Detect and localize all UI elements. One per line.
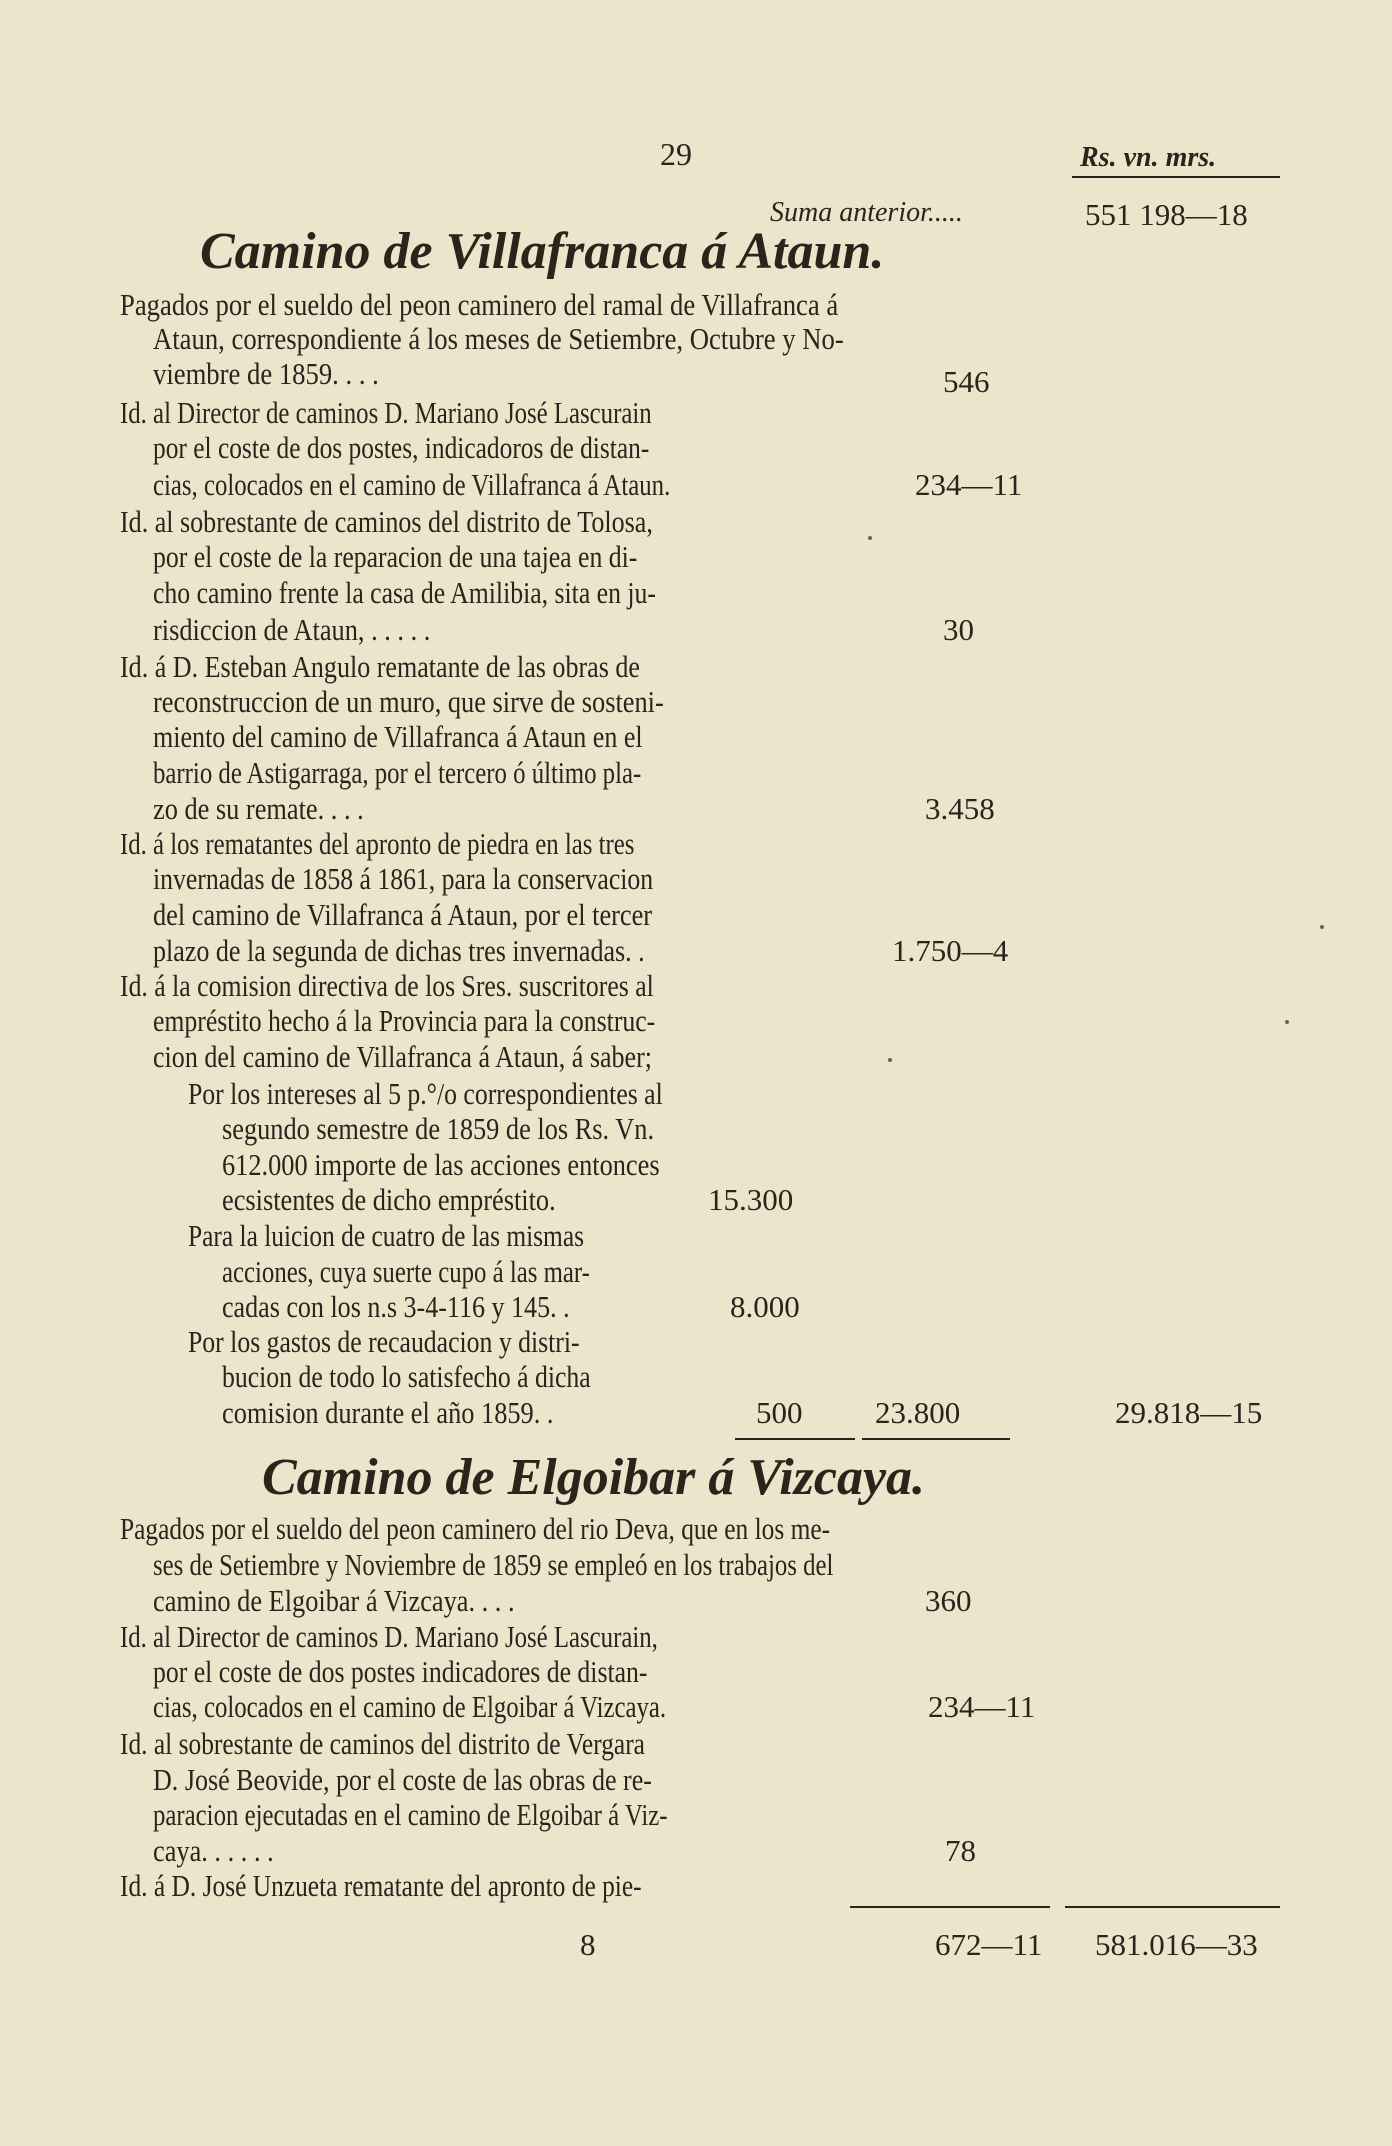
text-line: cadas con los n.s 3-4-116 y 145. . — [222, 1289, 570, 1324]
text-line: Id. á los rematantes del apronto de piedra en las tres — [120, 826, 635, 861]
amount: 1.750—4 — [892, 933, 1009, 968]
text-line: 612.000 importe de las acciones entonces — [222, 1147, 660, 1182]
text-line: miento del camino de Villafranca á Ataun en el — [153, 719, 643, 754]
amount: 234—11 — [928, 1689, 1036, 1724]
text-line: por el coste de dos postes indicadores de distan- — [153, 1654, 648, 1689]
text-line: reconstruccion de un muro, que sirve de sosteni- — [153, 684, 664, 719]
footer-rule-middle — [850, 1906, 1050, 1908]
text-line: paracion ejecutadas en el camino de Elgoibar á Viz- — [153, 1797, 668, 1832]
text-line: Id. al Director de caminos D. Mariano José Lascurain, — [120, 1619, 658, 1654]
carried-label: Suma anterior..... — [770, 197, 963, 228]
text-line: Id. al sobrestante de caminos del distrito de Tolosa, — [120, 504, 653, 539]
amount-rule — [862, 1438, 1010, 1440]
text-line: barrio de Astigarraga, por el tercero ó último pla- — [153, 755, 642, 790]
amount: 234—11 — [915, 467, 1023, 502]
text-line: acciones, cuya suerte cupo á las mar- — [222, 1254, 590, 1289]
paper-speck — [888, 1058, 892, 1062]
footer-rule-right — [1065, 1906, 1280, 1908]
amount: 3.458 — [925, 791, 995, 826]
text-line: Id. á D. Esteban Angulo rematante de las obras de — [120, 649, 640, 684]
text-line: Por los gastos de recaudacion y distri- — [188, 1324, 580, 1359]
text-line: segundo semestre de 1859 de los Rs. Vn. — [222, 1111, 655, 1146]
text-line: cion del camino de Villafranca á Ataun, á saber; — [153, 1039, 653, 1074]
sub-amount: 500 — [756, 1395, 803, 1430]
text-line: bucion de todo lo satisfecho á dicha — [222, 1359, 591, 1394]
text-line: Pagados por el sueldo del peon caminero del ramal de Villafranca á — [120, 287, 839, 322]
text-line: cias, colocados en el camino de Elgoibar á Vizcaya. — [153, 1689, 667, 1724]
text-line: Id. al sobrestante de caminos del distrito de Vergara — [120, 1726, 645, 1761]
currency-heading: Rs. vn. mrs. — [1080, 142, 1217, 173]
text-line: Id. á D. José Unzueta rematante del apronto de pie- — [120, 1868, 642, 1903]
text-line: comision durante el año 1859. . — [222, 1395, 554, 1430]
text-line: por el coste de dos postes, indicadoros de distan- — [153, 430, 650, 465]
text-line: ses de Setiembre y Noviembre de 1859 se empleó en los trabajos del — [153, 1547, 834, 1582]
text-line: cias, colocados en el camino de Villafranca á Ataun. — [153, 467, 671, 502]
text-line: risdiccion de Ataun, . . . . . — [153, 612, 431, 647]
section-title-villafranca: Camino de Villafranca á Ataun. — [200, 223, 885, 280]
amount: 546 — [943, 364, 990, 399]
page-number: 29 — [660, 136, 692, 172]
text-line: empréstito hecho á la Provincia para la construc- — [153, 1003, 656, 1038]
text-line: ecsistentes de dicho empréstito. — [222, 1182, 556, 1217]
sub-amount-rule — [735, 1438, 855, 1440]
amount: 23.800 — [875, 1395, 961, 1430]
text-line: caya. . . . . . — [153, 1833, 274, 1868]
text-line: Id. al Director de caminos D. Mariano José Lascurain — [120, 395, 652, 430]
text-line: Para la luicion de cuatro de las mismas — [188, 1218, 585, 1253]
section-total: 29.818—15 — [1115, 1395, 1263, 1430]
sub-amount: 8.000 — [730, 1289, 800, 1324]
text-line: por el coste de la reparacion de una tajea en di- — [153, 539, 638, 574]
text-line: Id. á la comision directiva de los Sres. suscritores al — [120, 968, 654, 1003]
amount: 360 — [925, 1583, 972, 1618]
carried-amount: 551 198—18 — [1085, 197, 1248, 232]
text-line: del camino de Villafranca á Ataun, por el tercer — [153, 897, 653, 932]
text-line: invernadas de 1858 á 1861, para la conservacion — [153, 861, 654, 896]
text-line: Pagados por el sueldo del peon caminero del rio Deva, que en los me- — [120, 1511, 831, 1546]
signature-mark: 8 — [580, 1927, 596, 1962]
text-line: viembre de 1859. . . . — [153, 356, 379, 391]
text-line: zo de su remate. . . . — [153, 791, 364, 826]
amount: 78 — [945, 1833, 976, 1868]
paper-speck — [868, 536, 872, 540]
text-line: cho camino frente la casa de Amilibia, sita en ju- — [153, 575, 656, 610]
paper-speck — [1320, 925, 1324, 929]
amount: 30 — [943, 612, 974, 647]
currency-heading-rule — [1072, 176, 1280, 178]
text-line: D. José Beovide, por el coste de las obras de re- — [153, 1762, 652, 1797]
text-line: plazo de la segunda de dichas tres invernadas. . — [153, 933, 645, 968]
sub-amount: 15.300 — [708, 1182, 794, 1217]
text-line: Por los intereses al 5 p.°/o correspondientes al — [188, 1076, 663, 1111]
running-total: 581.016—33 — [1095, 1927, 1258, 1962]
paper-speck — [1285, 1020, 1289, 1024]
section-title-elgoibar: Camino de Elgoibar á Vizcaya. — [262, 1449, 926, 1506]
page-subtotal: 672—11 — [935, 1927, 1043, 1962]
text-line: Ataun, correspondiente á los meses de Setiembre, Octubre y No- — [153, 321, 844, 356]
text-line: camino de Elgoibar á Vizcaya. . . . — [153, 1583, 515, 1618]
